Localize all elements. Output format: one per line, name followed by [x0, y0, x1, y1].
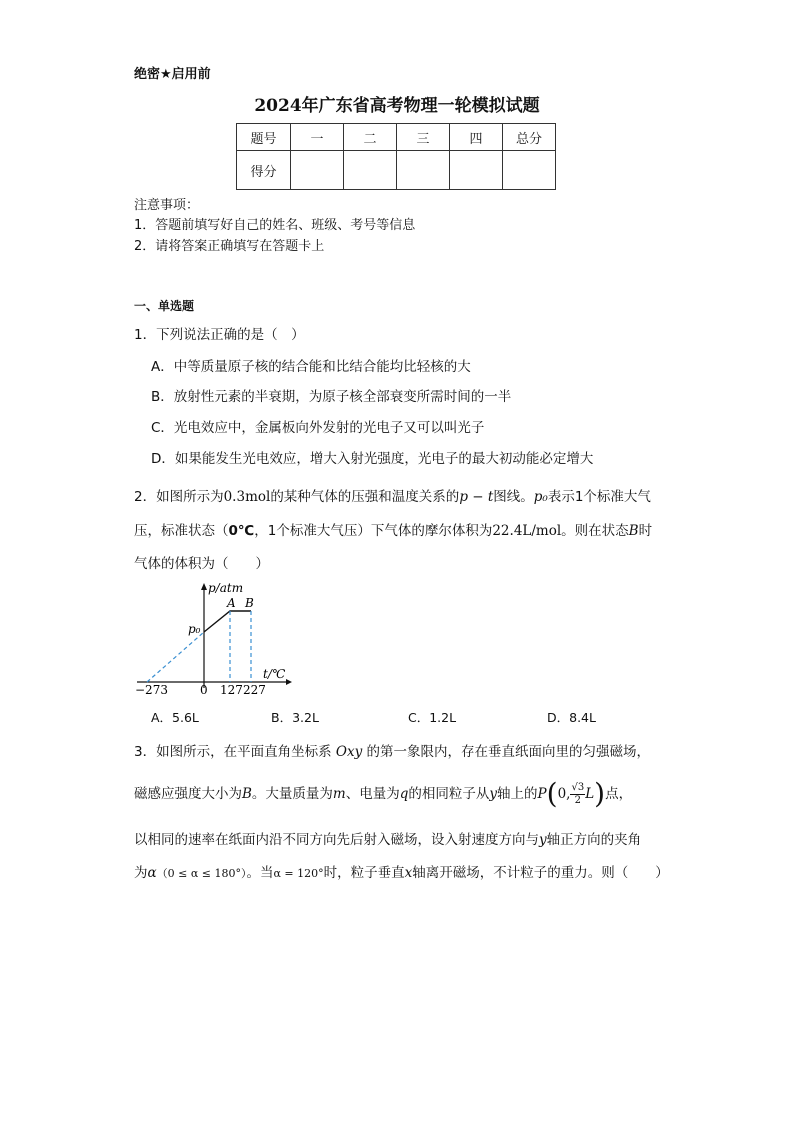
symbol-q: q: [399, 786, 409, 802]
text: 2．如图所示为: [134, 489, 224, 505]
score-table-header-row: [237, 124, 556, 151]
text: 为: [134, 865, 148, 881]
coord-zero: 0,: [557, 786, 571, 802]
extrapolation-dashed-line: [147, 632, 204, 682]
text: 轴离开磁场，不计粒子的重力。则（ ）: [412, 865, 669, 881]
text: 表示1个标准大气: [547, 489, 651, 505]
score-cell[interactable]: [450, 151, 503, 190]
state-label: B: [628, 523, 639, 539]
amount: 0.3mol: [223, 489, 271, 505]
tick-label: 127: [220, 683, 243, 697]
confidential-mark: 绝密★启用前: [134, 67, 211, 82]
text: 、电量为: [345, 786, 400, 802]
symbol-alpha: α: [147, 865, 157, 881]
score-row-label: 得分: [237, 151, 291, 190]
question-3-stem-line3: [134, 828, 641, 848]
text: 的相同粒子从: [408, 786, 490, 802]
text: 压，标准状态（: [134, 523, 229, 539]
temperature: 0℃: [228, 523, 255, 539]
text: 点，: [605, 786, 633, 802]
question-2-stem-line1: [134, 485, 651, 505]
question-2-option-c[interactable]: C．1.2L: [408, 710, 457, 725]
score-table-header-cell: 一: [291, 124, 344, 151]
question-3-stem-line4: [134, 861, 669, 881]
x-axis-label: t/℃: [263, 667, 286, 681]
fraction: [570, 782, 585, 807]
notice-item: 2．请将答案正确填写在答题卡上: [134, 239, 325, 254]
score-cell[interactable]: [503, 151, 556, 190]
text: 的第一象限内，存在垂直纸面向里的匀强磁场，: [366, 744, 650, 760]
symbol-y: y: [539, 832, 547, 848]
score-table-header-cell: 总分: [503, 124, 556, 151]
text: 磁感应强度大小为: [134, 786, 242, 802]
text: 。当: [246, 865, 274, 881]
section-heading: 一、单选题: [134, 299, 195, 313]
question-2-option-b[interactable]: B．3.2L: [271, 710, 319, 725]
symbol-b: B: [242, 786, 252, 802]
score-table-header-cell: 二: [344, 124, 397, 151]
fraction-numerator: √3: [571, 781, 585, 793]
left-paren: (: [546, 777, 558, 810]
p0-symbol: p₀: [533, 489, 548, 505]
question-1-option-a[interactable]: A．中等质量原子核的结合能和比结合能均比轻核的大: [151, 359, 471, 375]
text: 3．如图所示，在平面直角坐标系: [134, 744, 332, 760]
score-table-header-cell: 三: [397, 124, 450, 151]
question-1-stem: 1．下列说法正确的是（ ）: [134, 327, 305, 343]
alpha-range: （0 ≤ α ≤ 180°）: [156, 867, 247, 880]
text: 以相同的速率在纸面内沿不同方向先后射入磁场，设入射速度方向与: [134, 832, 539, 848]
score-cell[interactable]: [344, 151, 397, 190]
pt-graph-figure: [128, 578, 298, 698]
score-table-header-cell: 四: [450, 124, 503, 151]
question-2-option-d[interactable]: D．8.4L: [547, 710, 596, 725]
point-a-label: A: [227, 596, 236, 610]
question-2-stem-line2: [134, 519, 652, 539]
text: 图线。: [493, 489, 534, 505]
text: 时，粒子垂直: [323, 865, 405, 881]
question-2-stem-line3: 气体的体积为（ ）: [134, 556, 269, 572]
text: 轴正方向的夹角: [546, 832, 642, 848]
question-1-option-b[interactable]: B．放射性元素的半衰期，为原子核全部衰变所需时间的一半: [151, 389, 512, 405]
tick-label: 0: [200, 683, 208, 697]
tick-label: −273: [135, 683, 168, 697]
notice-item: 1．答题前填写好自己的姓名、班级、考号等信息: [134, 218, 416, 233]
p0-label: p₀: [188, 622, 201, 636]
y-axis-arrow-icon: [201, 583, 207, 590]
text: 轴上的: [497, 786, 538, 802]
text: 。则在状态: [561, 523, 629, 539]
point-p: P: [537, 786, 547, 802]
question-3-stem-line1: [134, 740, 650, 760]
text: 时: [638, 523, 653, 539]
graph-type: p − t: [459, 489, 494, 505]
coordinate-system: Oxy: [335, 744, 363, 760]
notice-title: 注意事项：: [134, 198, 200, 213]
tick-label: 227: [243, 683, 266, 697]
fraction-denominator: 2: [574, 794, 581, 806]
score-cell[interactable]: [397, 151, 450, 190]
question-1-option-c[interactable]: C．光电效应中，金属板向外发射的光电子又可以叫光子: [151, 420, 485, 436]
x-axis-arrow-icon: [286, 679, 292, 685]
symbol-m: m: [332, 786, 346, 802]
process-line: [204, 611, 251, 632]
question-1-option-d[interactable]: D．如果能发生光电效应，增大入射光强度，光电子的最大初动能必定增大: [151, 451, 594, 467]
alpha-condition: α = 120°: [273, 867, 324, 880]
molar-volume: 22.4L/mol: [492, 523, 562, 539]
exam-title: 2024年广东省高考物理一轮模拟试题: [254, 96, 540, 116]
right-paren: ): [594, 777, 606, 810]
score-cell[interactable]: [291, 151, 344, 190]
point-b-label: B: [245, 596, 254, 610]
text: 。大量质量为: [251, 786, 333, 802]
symbol-l: L: [585, 786, 595, 802]
symbol-x: x: [404, 865, 413, 881]
text: ，1个标准大气压）下气体的摩尔体积为: [254, 523, 493, 539]
question-2-option-a[interactable]: A．5.6L: [151, 710, 199, 725]
symbol-y: y: [489, 786, 498, 802]
y-axis-label: p/atm: [208, 581, 244, 595]
question-3-stem-line2: [134, 776, 632, 812]
text: 的某种气体的压强和温度关系的: [270, 489, 460, 505]
score-table-header-cell: 题号: [237, 124, 291, 151]
score-table-score-row: [237, 151, 556, 190]
score-table: [236, 123, 556, 190]
